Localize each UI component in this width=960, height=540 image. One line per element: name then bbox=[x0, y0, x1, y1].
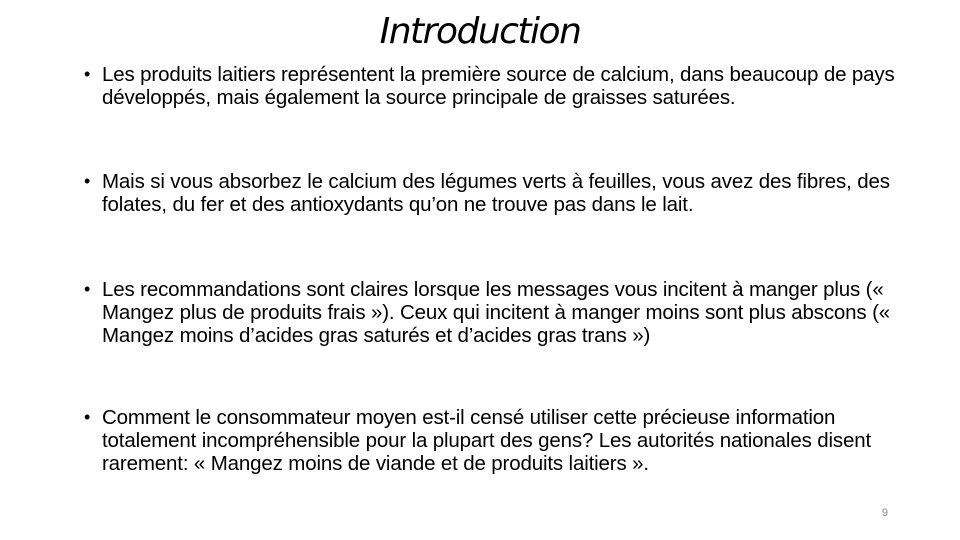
bullet-marker: • bbox=[84, 64, 91, 84]
bullet-marker: • bbox=[84, 407, 91, 427]
bullet-item bbox=[84, 170, 906, 216]
bullet-item bbox=[84, 278, 906, 347]
bullet-marker: • bbox=[84, 171, 91, 191]
bullet-text: Les produits laitiers représentent la première source de calcium, dans beaucoup de pays développés, mais également la source principale de graisses saturées. bbox=[102, 63, 895, 109]
page-number: 9 bbox=[881, 507, 888, 519]
bullet-item bbox=[84, 63, 906, 109]
bullet-text: Comment le consommateur moyen est-il censé utiliser cette précieuse information totalement incompréhensible pour la plupart des gens? Les autorités nationales disent rarement: « Mangez moins de viande et de produits laitiers ». bbox=[102, 406, 872, 475]
bullet-item bbox=[84, 406, 906, 475]
bullet-text: Les recommandations sont claires lorsque les messages vous incitent à manger plus (« Mangez plus de produits frais »). Ceux qui incitent à manger moins sont plus abscons (« Mangez moins d’acides gras saturés et d’acides gras trans ») bbox=[102, 278, 891, 347]
slide-title: Introduction bbox=[379, 11, 581, 52]
bullet-text: Mais si vous absorbez le calcium des légumes verts à feuilles, vous avez des fibres, des folates, du fer et des antioxydants qu’on ne trouve pas dans le lait. bbox=[102, 170, 890, 216]
bullet-marker: • bbox=[84, 279, 91, 299]
